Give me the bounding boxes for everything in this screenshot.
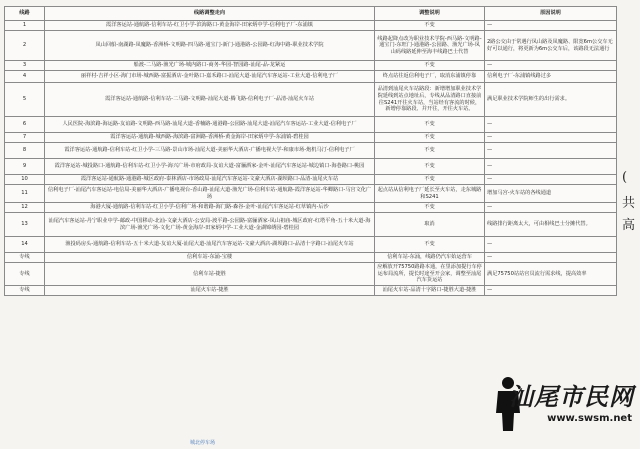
reason-note-cell: 满足75750站站官员流行需求线，提高效率 bbox=[485, 263, 617, 286]
route-number-cell: 4 bbox=[5, 71, 45, 83]
route-direction-cell: 渔投码房头-通航路-信利车站-五十米大道-友谊大厦-汕尾大道-汕尾汽车客运站-文豪大酒店-湖坝路口-品清十字路口-汕尾火车站 bbox=[45, 237, 375, 253]
route-direction-cell: 人民医院-海滨路-海运路-友谊路-文明路-西马路-汕尾大道-香楠路-通港路-公园路-汕尾大道-汕尾汽车客运站-工业大道-信利电子厂 bbox=[45, 117, 375, 133]
adjust-note-cell: 汕尾火车站-品清十字路口-捷胜大道-捷胜 bbox=[375, 285, 485, 295]
adjust-note-cell: 不变 bbox=[375, 117, 485, 133]
table-row bbox=[5, 203, 617, 213]
route-number-cell: 专线 bbox=[5, 263, 45, 286]
reason-note-cell: — bbox=[485, 133, 617, 143]
adjust-note-cell: 不变 bbox=[375, 21, 485, 31]
adjust-note-cell: 不变 bbox=[375, 237, 485, 253]
table-row bbox=[5, 237, 617, 253]
route-number-cell: 10 bbox=[5, 175, 45, 185]
adjust-note-cell: 起点站从信利电子厂延长至火车站，走东城路和S241 bbox=[375, 185, 485, 203]
route-direction-cell: 船渡-二马路-渔光广场-城内路口-商务-华园-智园路-汕尾-品-龙紧运 bbox=[45, 61, 375, 71]
table-header-row bbox=[5, 7, 617, 21]
route-number-cell: 13 bbox=[5, 213, 45, 237]
route-direction-cell: 霞洋客运站-通航路-信利车站-二马路-文明路-汕尾大道-腾飞路-信利电子厂-品清-汕尾火车站 bbox=[45, 83, 375, 117]
reason-note-cell: — bbox=[485, 143, 617, 159]
route-number-cell: 5 bbox=[5, 83, 45, 117]
route-direction-cell: 霞洋客运站-通航路-信利车站-红卫小学-三马路-景山市场-汕尾大道-美丽华大酒店-广播电视大学-和康市场-炮机马汀-信利电子厂 bbox=[45, 143, 375, 159]
header-adjust-note: 调整说明 bbox=[375, 7, 485, 21]
table-row bbox=[5, 213, 617, 237]
side-text-char-2: 高 bbox=[622, 218, 636, 233]
route-direction-cell: 凤山回船-南湖路-凤魔路-香洲桥-文明路-四马路-通宝门-新门-通港路-公园路-红海中路-职业技术学院 bbox=[45, 31, 375, 61]
reason-note-cell: 增加马宫-火车站的各线通道 bbox=[485, 185, 617, 203]
route-direction-cell: 信利车站-捷胜 bbox=[45, 263, 375, 286]
adjust-note-cell: 线路起降点改为职业技术学院-西马路-文明路-通宝门-东旺门-通港路-公园路、渔光广场-凤山码线路延伸至海丰线路巴士代替 bbox=[375, 31, 485, 61]
adjust-note-cell: 不变 bbox=[375, 159, 485, 175]
reason-note-cell: — bbox=[485, 117, 617, 133]
route-number-cell: 12 bbox=[5, 203, 45, 213]
route-table bbox=[4, 6, 617, 296]
route-number-cell: 3 bbox=[5, 61, 45, 71]
watermark-url: www.swsm.net bbox=[547, 413, 632, 424]
watermark-brand: 汕尾市民网 bbox=[509, 382, 634, 411]
reason-note-cell: — bbox=[485, 237, 617, 253]
route-number-cell: 14 bbox=[5, 237, 45, 253]
table-body bbox=[5, 21, 617, 296]
route-number-cell: 专线 bbox=[5, 285, 45, 295]
table-row bbox=[5, 83, 617, 117]
table-row bbox=[5, 31, 617, 61]
table-row bbox=[5, 253, 617, 263]
route-direction-cell: 海港大厦-通航路-信利车站-红卫小学-信利广场-和谐路-海门路-森谷-金叶-汕尾汽车客运站-红草镇内-后沙 bbox=[45, 203, 375, 213]
header-reason-note: 原因说明 bbox=[485, 7, 617, 21]
header-route-no: 线路 bbox=[5, 7, 45, 21]
reason-note-cell: — bbox=[485, 253, 617, 263]
adjust-note-cell: 品清到汕尾火车站路段：新增增加职业技术学院延线到站点地址后，专线从品清路口直接前往S241开往火车站，当站经有客流的时候，新增停靠路段、并开往，开往火车站。 bbox=[375, 83, 485, 117]
route-number-cell: 8 bbox=[5, 143, 45, 159]
adjust-note-cell: 不变 bbox=[375, 133, 485, 143]
side-text-paren: ( bbox=[622, 170, 628, 185]
adjust-note-cell: 应解放开75750路路本通，在里添加提行车停运布局流所，提长时途至开会家，调整至汕尾汽车货运站 bbox=[375, 263, 485, 286]
reason-note-cell: 线路排行距离太大，可由相线巴士分摊代替。 bbox=[485, 213, 617, 237]
route-number-cell: 6 bbox=[5, 117, 45, 133]
header-route-direction: 线路调整走向 bbox=[45, 7, 375, 21]
side-text-char-1: 共 bbox=[622, 196, 636, 211]
watermark bbox=[488, 373, 638, 445]
table-row bbox=[5, 133, 617, 143]
route-number-cell: 1 bbox=[5, 21, 45, 31]
adjust-note-cell: 不变 bbox=[375, 61, 485, 71]
table-row bbox=[5, 117, 617, 133]
adjust-note-cell: 终点站往返信利电子厂，取消东浦镇停靠 bbox=[375, 71, 485, 83]
adjust-note-cell: 取消 bbox=[375, 213, 485, 237]
table-row bbox=[5, 285, 617, 295]
reason-note-cell: — bbox=[485, 175, 617, 185]
table-row bbox=[5, 175, 617, 185]
reason-note-cell: — bbox=[485, 61, 617, 71]
reason-note-cell: 信利电子厂-东浦镇线路过多 bbox=[485, 71, 617, 83]
table-row bbox=[5, 21, 617, 31]
reason-note-cell: — bbox=[485, 159, 617, 175]
table-row bbox=[5, 71, 617, 83]
table-row bbox=[5, 143, 617, 159]
adjust-note-cell: 不变 bbox=[375, 175, 485, 185]
route-number-cell: 11 bbox=[5, 185, 45, 203]
route-direction-cell: 霞洋客运站-通航路-通港路-城区政府-泰林酒店-市场政局-汕尾汽车客运站-文豪大酒店-湖坝路口-品清-汕尾火车站 bbox=[45, 175, 375, 185]
reason-note-cell: 2路公交由于常遇行凤山路及凤魔路、限宽6m公交车无好可以通行，将更新为6m公交车后，该路段无法通行 bbox=[485, 31, 617, 61]
route-number-cell: 2 bbox=[5, 31, 45, 61]
route-direction-cell: 信利电子厂-汕尾汽车客运站-电信局-美丽华大酒店-广播电视台-香山路-汕尾大道-渔光广场-信利车站-通航路-霞洋客运站-华卿路口-马宫文化广场 bbox=[45, 185, 375, 203]
route-direction-cell: 霞洋客运站-城投路口-通航路-信利车站-红卫小学-海兴广场-市府政局-友谊大道-富骊酒家-金叶-汕尾汽车客运站-城边镇口-海巷路口-桃园 bbox=[45, 159, 375, 175]
route-direction-cell: 霞洋客运站-通航路-信利车站-红卫小学-滨海路口-黄金海岸-田家炳中学-信利电子厂-东浦镇 bbox=[45, 21, 375, 31]
table-row bbox=[5, 159, 617, 175]
adjust-note-cell: 信利车站-东涌，线路仍汽车始运营车 bbox=[375, 253, 485, 263]
route-direction-cell: 汕尾火车站-捷胜 bbox=[45, 285, 375, 295]
route-direction-cell: 信利车站-东涌-宝楼 bbox=[45, 253, 375, 263]
route-direction-cell: 汕尾汽车客运站-丹宁职业中学-邮政-中国移动-北汕-文豪大酒店-公安局-渡平路-公园路-富骊酒家-凤山祖庙-城区政府-红塔平角-五十米大道-海滨广场-渔光广场-文化广场-黄金海岸-田家炳中学-工业大道-金湖锦绣园-碧桂园 bbox=[45, 213, 375, 237]
route-direction-cell: 霞洋客运站-通航路-城西路-海滨路-富洲路-香洲桥-黄金海岸-田家炳中学-东浦镇-碧桂园 bbox=[45, 133, 375, 143]
adjust-note-cell: 不变 bbox=[375, 203, 485, 213]
reason-note-cell: — bbox=[485, 203, 617, 213]
table-row bbox=[5, 61, 617, 71]
reason-note-cell: — bbox=[485, 21, 617, 31]
table-row bbox=[5, 263, 617, 286]
reason-note-cell: 满足职业技术学院师生的出行需求。 bbox=[485, 83, 617, 117]
route-number-cell: 7 bbox=[5, 133, 45, 143]
route-number-cell: 专线 bbox=[5, 253, 45, 263]
table-row bbox=[5, 185, 617, 203]
adjust-note-cell: 不变 bbox=[375, 143, 485, 159]
reason-note-cell: — bbox=[485, 285, 617, 295]
route-direction-cell: 丽祥村-吉祥小区-海门市场-城西路-富振酒店-金叶路口-嘉禾路口-汕尾大道-汕尾汽车客运站-工业大道-信利电子厂 bbox=[45, 71, 375, 83]
parking-stamp: 城北停车场 bbox=[190, 440, 216, 446]
route-number-cell: 9 bbox=[5, 159, 45, 175]
